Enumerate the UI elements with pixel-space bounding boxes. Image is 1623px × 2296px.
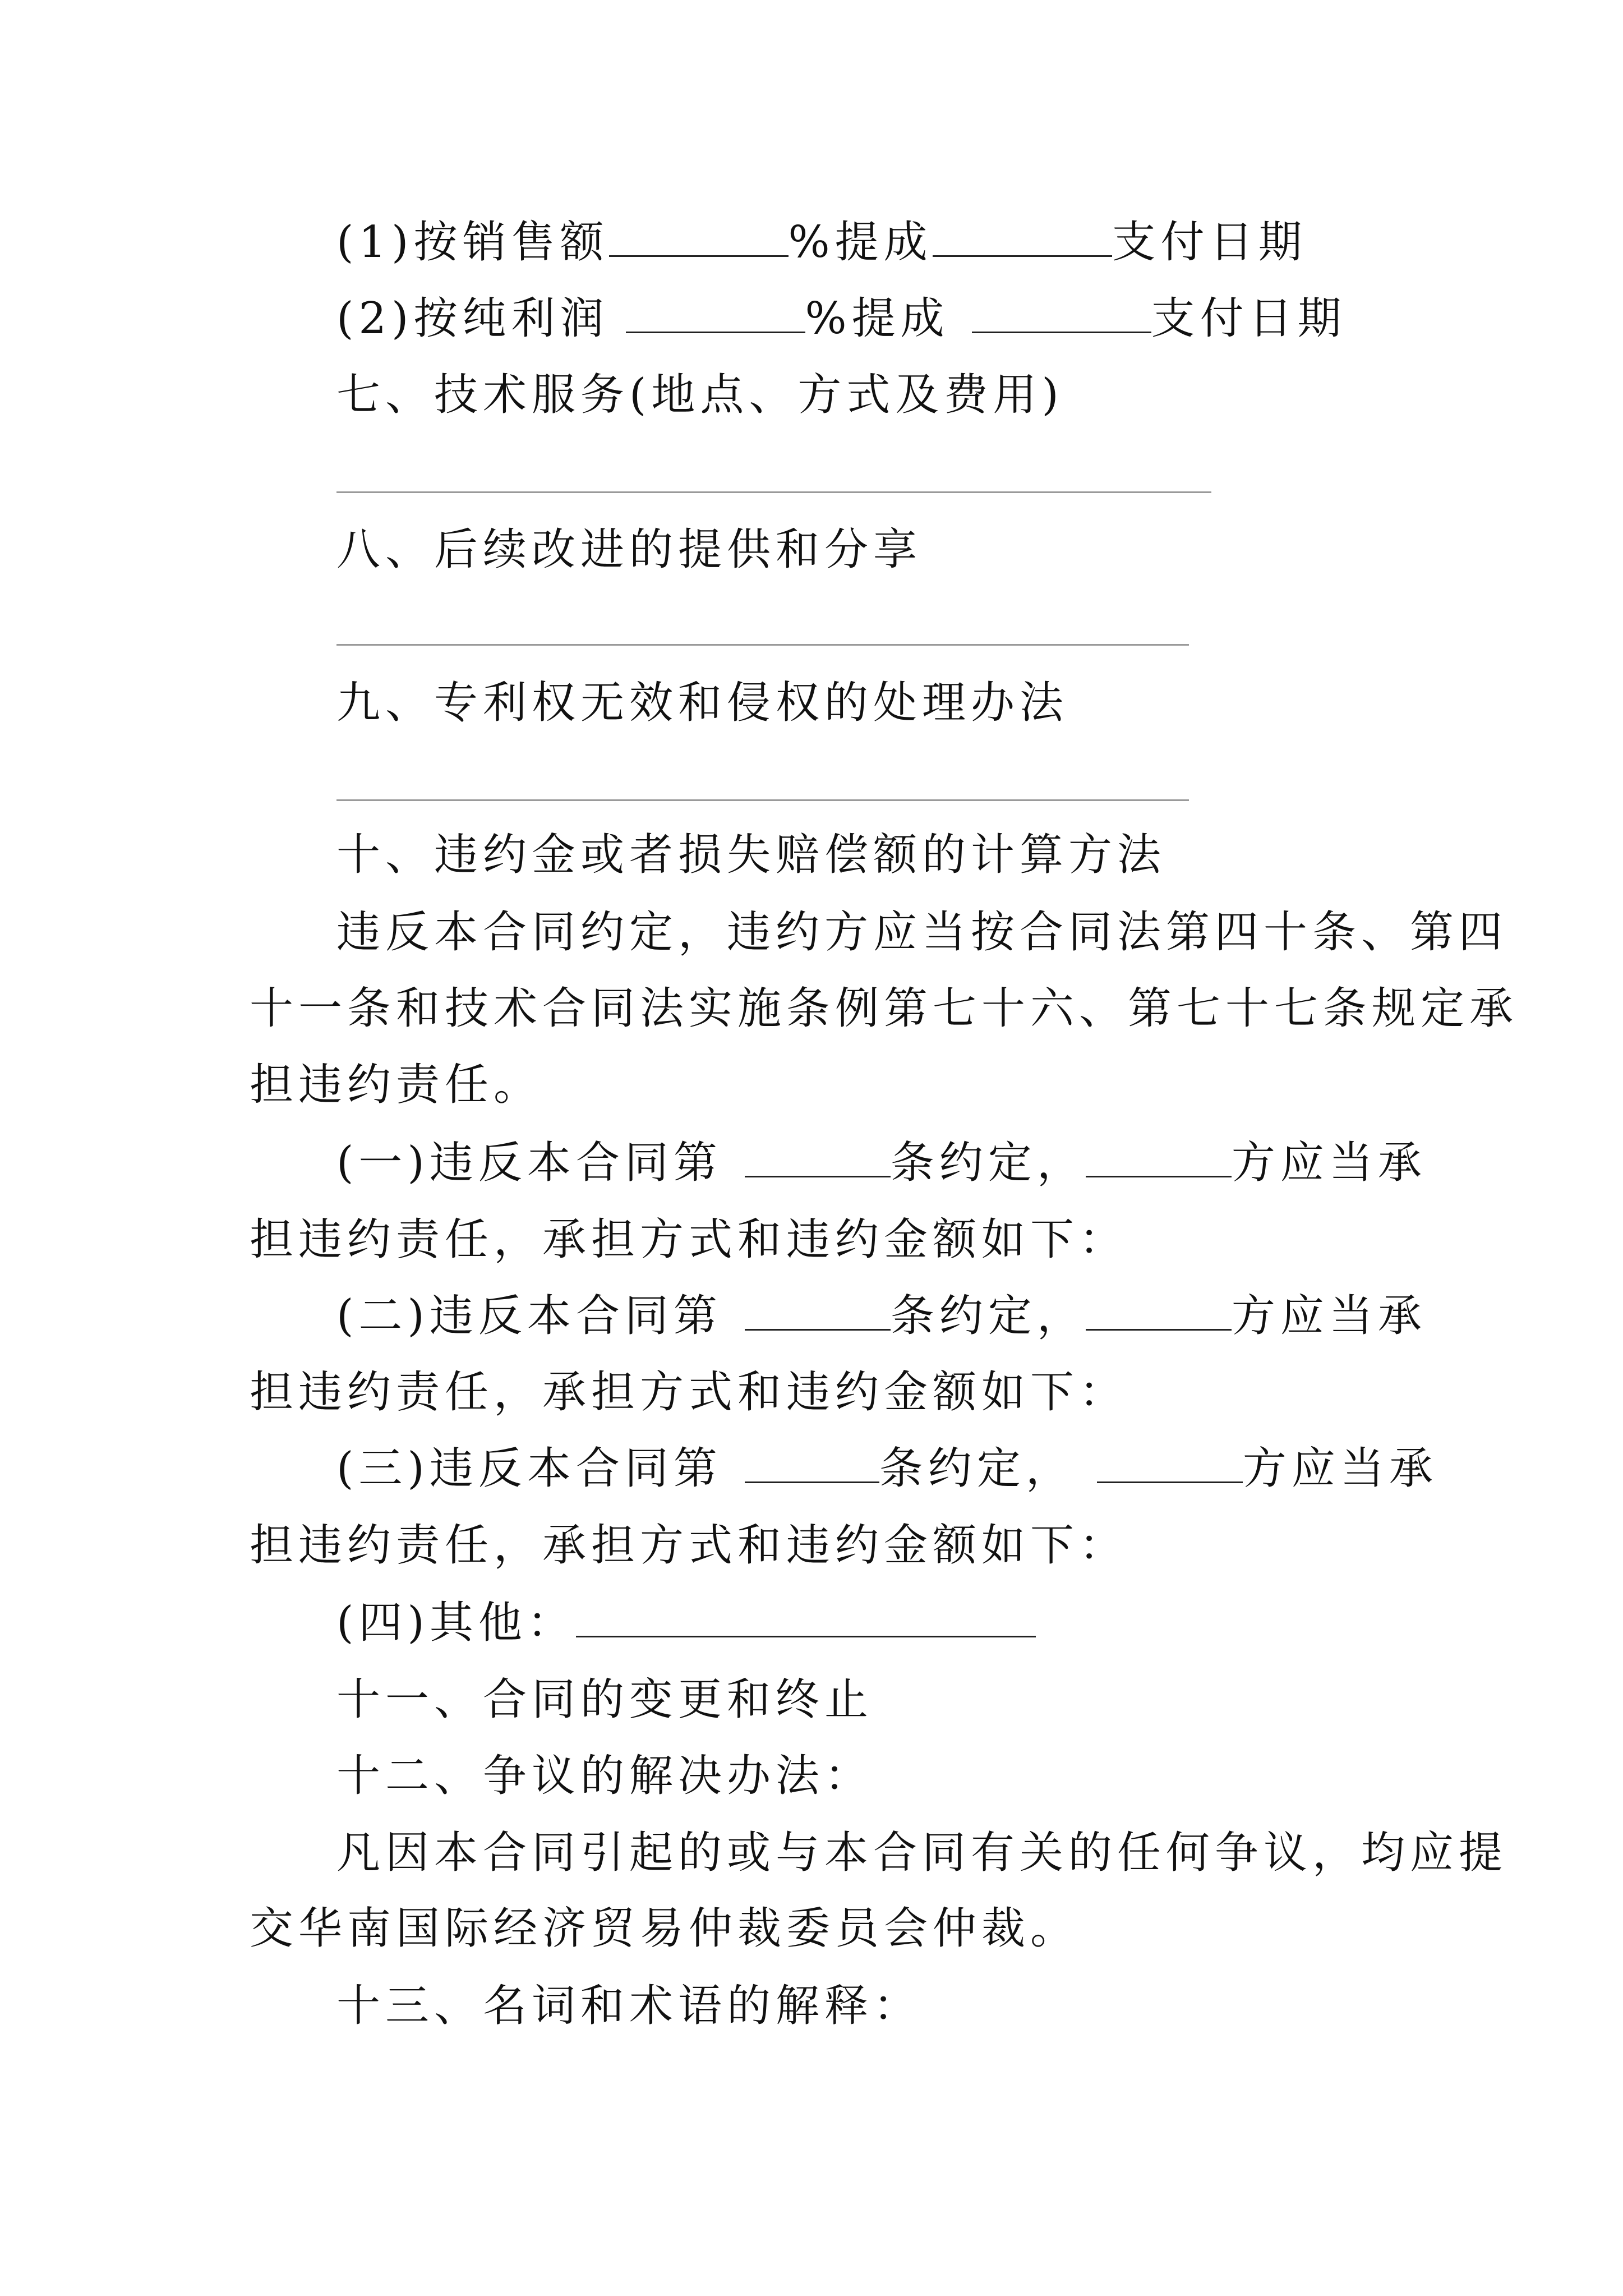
section-10-para-line-2: 十一条和技术合同法实施条例第七十六、第七十七条规定承 [250,983,1519,1034]
clause-3-mid: 条约定， [879,1443,1075,1494]
clause-1-party-blank[interactable] [1086,1137,1232,1177]
clause-3-continuation: 担违约责任，承担方式和违约金额如下： [250,1520,1128,1571]
clause-3-end: 方应当承 [1242,1443,1438,1494]
commission-item-2 [336,292,1347,346]
section-12-title: 十二、争议的解决办法： [336,1751,874,1801]
clause-1 [336,1136,1427,1190]
section-12-para-line-2: 交华南国际经济贸易仲裁委员会仲裁。 [250,1903,1080,1954]
commission-item-1-label: (1)按销售额 [336,217,609,268]
commission-item-2-label: (2)按纯利润 [336,293,609,344]
clause-2-end: 方应当承 [1231,1291,1427,1341]
clause-3-party-blank[interactable] [1097,1442,1243,1483]
clause-4-label: (四)其他： [336,1598,576,1648]
clause-1-prefix: (一)违反本合同第 [336,1138,722,1188]
section-9-title: 九、专利权无效和侵权的处理办法 [336,678,1069,728]
commission-item-1-end: 支付日期 [1112,217,1307,268]
sales-percent-blank[interactable] [609,216,789,257]
profit-percent-blank[interactable] [626,292,805,333]
section-13-title: 十三、名词和术语的解释： [336,1981,923,2031]
profit-payment-blank[interactable] [972,292,1151,333]
section-7-title: 七、技术服务(地点、方式及费用) [336,370,1064,420]
clause-2-party-blank[interactable] [1086,1290,1232,1331]
clause-2-continuation: 担违约责任，承担方式和违约金额如下： [250,1367,1128,1418]
commission-item-1 [336,215,1307,269]
clause-2-mid: 条约定， [890,1291,1086,1341]
clause-2-prefix: (二)违反本合同第 [336,1291,722,1341]
clause-1-mid: 条约定， [890,1138,1086,1188]
section-12-para-line-1: 凡因本合同引起的或与本合同有关的任何争议，均应提 [336,1828,1508,1878]
clause-1-end: 方应当承 [1231,1138,1427,1188]
commission-item-2-mid: %提成 [805,293,949,344]
clause-4 [336,1596,1036,1650]
section-10-para-line-3: 担违约责任。 [250,1060,543,1110]
commission-item-2-end: 支付日期 [1151,293,1347,344]
clause-3 [336,1442,1438,1496]
clause-3-prefix: (三)违反本合同第 [336,1443,722,1494]
section-9-fill-line[interactable] [336,799,1189,801]
clause-2-article-blank[interactable] [745,1290,891,1331]
section-7-fill-line[interactable] [336,491,1211,493]
section-10-para-line-1: 违反本合同约定，违约方应当按合同法第四十条、第四 [336,907,1508,958]
clause-4-other-blank[interactable] [576,1596,1036,1637]
clause-1-article-blank[interactable] [745,1137,891,1177]
clause-1-continuation: 担违约责任，承担方式和违约金额如下： [250,1214,1128,1265]
clause-3-article-blank[interactable] [745,1442,879,1483]
section-8-title: 八、后续改进的提供和分享 [336,524,923,575]
section-8-fill-line[interactable] [336,644,1189,646]
section-11-title: 十一、合同的变更和终止 [336,1674,874,1725]
clause-2 [336,1289,1427,1343]
commission-item-1-mid: %提成 [788,217,933,268]
section-10-title: 十、违约金或者损失赔偿额的计算方法 [336,830,1166,880]
sales-payment-blank[interactable] [933,216,1112,257]
